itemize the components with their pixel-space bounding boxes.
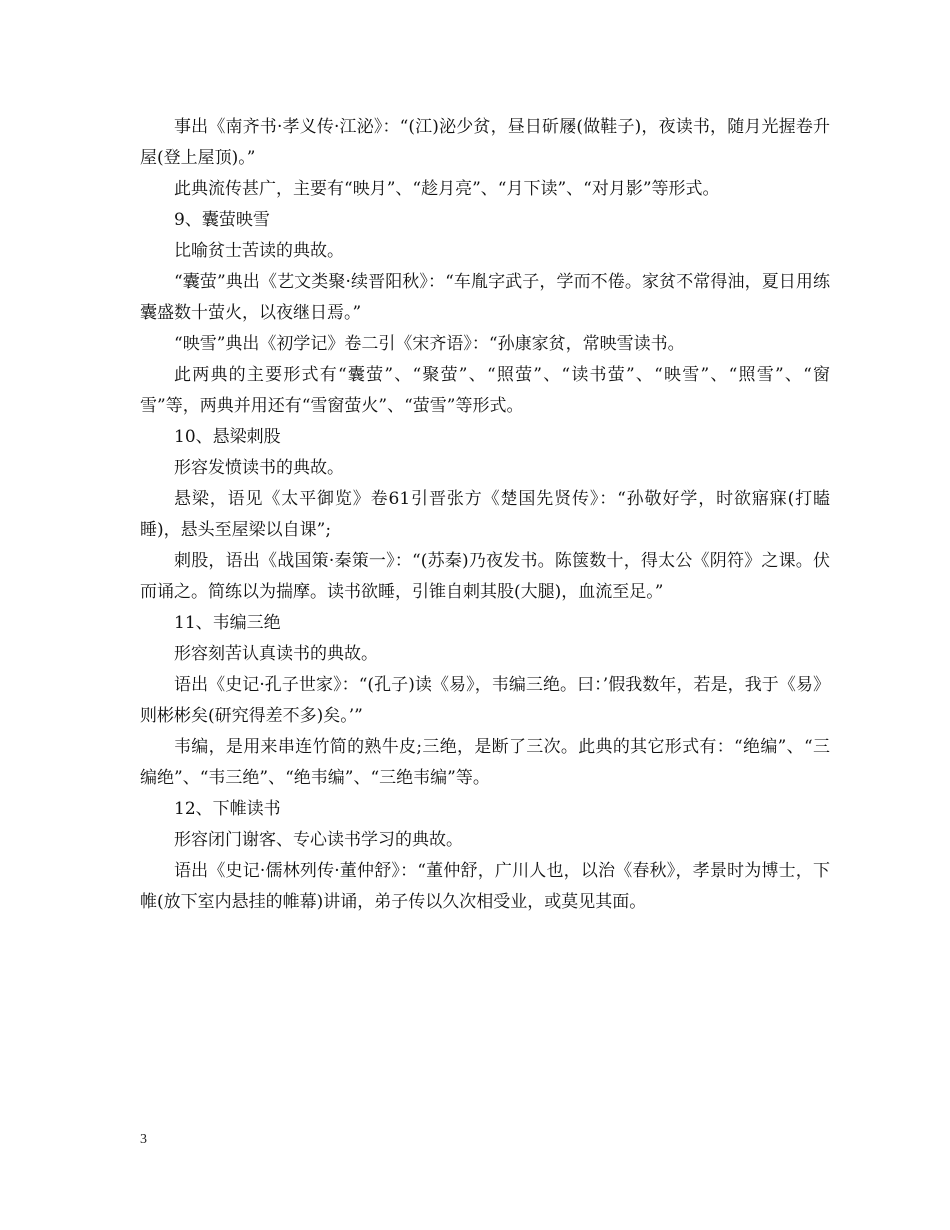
- paragraph-10-meaning: 形容发愤读书的典故。: [174, 458, 344, 478]
- paragraph-10-xuanliang: 悬梁，语见《太平御览》卷61引晋张方《楚国先贤传》：“孙敬好学，时欲寤寐(打瞌睡)，悬头至屋梁以自课”;: [140, 489, 830, 540]
- section-heading-12: 12、下帷读书: [174, 799, 281, 819]
- paragraph-11-meaning: 形容刻苦认真读书的典故。: [174, 644, 378, 664]
- paragraph-10-cigu: 刺股，语出《战国策·秦策一》：“(苏秦)乃夜发书。陈箧数十，得太公《阴符》之课。伏而诵之。简练以为揣摩。读书欲睡，引锥自刺其股(大腿)，血流至足。”: [140, 551, 830, 602]
- paragraph-11-forms: 韦编，是用来串连竹简的熟牛皮;三绝，是断了三次。此典的其它形式有：“绝编”、“三编绝”、“韦三绝”、“绝韦编”、“三绝韦编”等。: [140, 737, 830, 788]
- section-heading-10: 10、悬梁刺股: [174, 427, 281, 447]
- paragraph-9-forms: 此两典的主要形式有“囊萤”、“聚萤”、“照萤”、“读书萤”、“映雪”、“照雪”、“窗雪”等，两典并用还有“雪窗萤火”、“萤雪”等形式。: [140, 365, 830, 416]
- paragraph-9-yingxue: “映雪”典出《初学记》卷二引《宋齐语》：“孙康家贫，常映雪读书。: [174, 334, 685, 354]
- paragraph-9-meaning: 比喻贫士苦读的典故。: [174, 241, 344, 261]
- page-number: 3: [140, 1132, 147, 1147]
- paragraph-12-source: 语出《史记·儒林列传·董仲舒》：“董仲舒，广川人也，以治《春秋》，孝景时为博士，下帷(放下室内悬挂的帷幕)讲诵，弟子传以久次相受业，或莫见其面。: [140, 861, 830, 912]
- section-heading-9: 9、囊萤映雪: [174, 210, 270, 230]
- paragraph-12-meaning: 形容闭门谢客、专心读书学习的典故。: [174, 830, 463, 850]
- paragraph-jiangmi-source: 事出《南齐书·孝义传·江泌》：“(江)泌少贫，昼日斫屦(做鞋子)，夜读书，随月光握卷升屋(登上屋顶)。”: [140, 117, 830, 168]
- paragraph-moonlight-forms: 此典流传甚广，主要有“映月”、“趁月亮”、“月下读”、“对月影”等形式。: [174, 179, 720, 199]
- section-heading-11: 11、韦编三绝: [174, 613, 281, 633]
- paragraph-11-source: 语出《史记·孔子世家》：“(孔子)读《易》，韦编三绝。曰：’假我数年，若是，我于《易》则彬彬矣(研究得差不多)矣。’”: [140, 675, 830, 726]
- paragraph-9-nangying: “囊萤”典出《艺文类聚·续晋阳秋》：“车胤字武子，学而不倦。家贫不常得油，夏日用练囊盛数十萤火，以夜继日焉。”: [140, 272, 830, 323]
- document-body: [140, 112, 830, 918]
